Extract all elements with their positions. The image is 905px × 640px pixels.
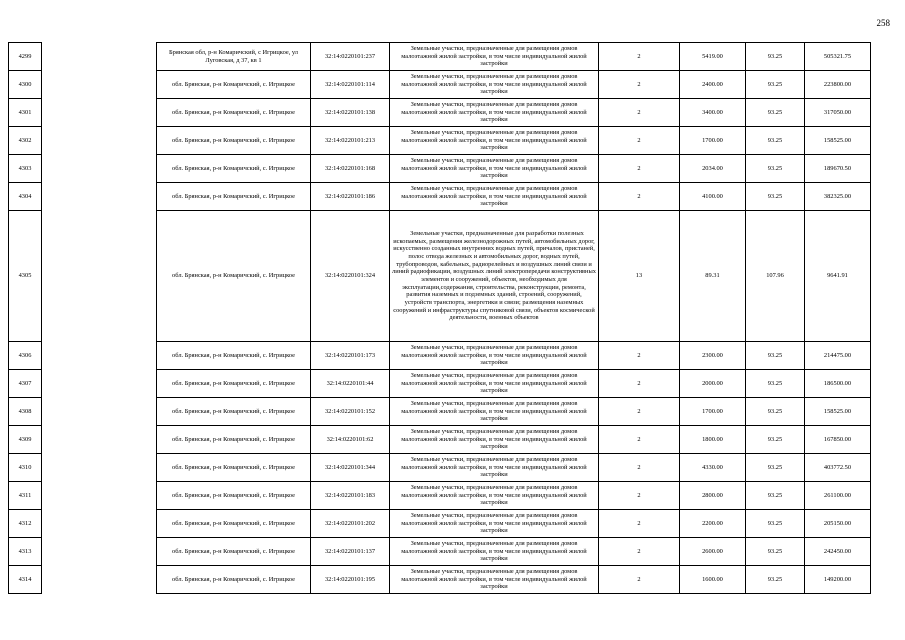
cadastral-number-cell: 32:14:0220101:173 — [311, 342, 390, 370]
land-use-cell: Земельные участки, предназначенные для размещения домов малоэтажной жилой застройки, в том числе индивидуальной жилой застройки — [390, 99, 599, 127]
area-cell: 4330.00 — [680, 454, 746, 482]
address-cell: обл. Брянская, р-н Комаричский, с. Игрицкое — [157, 510, 311, 538]
cadastral-number-cell: 32:14:0220101:183 — [311, 482, 390, 510]
address-cell: обл. Брянская, р-н Комаричский, с. Игрицкое — [157, 183, 311, 211]
address-cell: Брянская обл, р-н Комаричский, с Игрицкое, ул Луговская, д 37, кв 1 — [157, 43, 311, 71]
cadastral-number-cell: 32:14:0220101:186 — [311, 183, 390, 211]
area-cell: 2000.00 — [680, 370, 746, 398]
address-cell: обл. Брянская, р-н Комаричский, с. Игрицкое — [157, 342, 311, 370]
use-code-cell: 2 — [599, 538, 680, 566]
land-use-cell: Земельные участки, предназначенные для размещения домов малоэтажной жилой застройки, в том числе индивидуальной жилой застройки — [390, 71, 599, 99]
table-row — [9, 155, 871, 183]
cadastral-value-cell: 9641.91 — [805, 211, 871, 342]
cadastral-number-cell: 32:14:0220101:237 — [311, 43, 390, 71]
record-number-cell: 4314 — [9, 566, 42, 594]
land-use-cell: Земельные участки, предназначенные для размещения домов малоэтажной жилой застройки, в том числе индивидуальной жилой застройки — [390, 510, 599, 538]
cadastral-value-cell: 186500.00 — [805, 370, 871, 398]
cadastral-value-cell: 189670.50 — [805, 155, 871, 183]
area-cell: 1700.00 — [680, 127, 746, 155]
record-number-cell: 4302 — [9, 127, 42, 155]
area-cell: 1800.00 — [680, 426, 746, 454]
cadastral-number-cell: 32:14:0220101:62 — [311, 426, 390, 454]
use-code-cell: 2 — [599, 71, 680, 99]
table-row — [9, 426, 871, 454]
spacer-cell — [42, 538, 157, 566]
address-cell: обл. Брянская, р-н Комаричский, с. Игрицкое — [157, 99, 311, 127]
spacer-cell — [42, 426, 157, 454]
cadastral-number-cell: 32:14:0220101:152 — [311, 398, 390, 426]
area-cell: 2034.00 — [680, 155, 746, 183]
use-code-cell: 2 — [599, 454, 680, 482]
area-cell: 1700.00 — [680, 398, 746, 426]
record-number-cell: 4304 — [9, 183, 42, 211]
use-code-cell: 2 — [599, 426, 680, 454]
cadastral-value-cell: 149200.00 — [805, 566, 871, 594]
land-use-cell: Земельные участки, предназначенные для размещения домов малоэтажной жилой застройки, в том числе индивидуальной жилой застройки — [390, 183, 599, 211]
record-number-cell: 4305 — [9, 211, 42, 342]
specific-value-cell: 93.25 — [746, 71, 805, 99]
spacer-cell — [42, 370, 157, 398]
use-code-cell: 2 — [599, 43, 680, 71]
spacer-cell — [42, 71, 157, 99]
table-row — [9, 398, 871, 426]
use-code-cell: 2 — [599, 127, 680, 155]
spacer-cell — [42, 127, 157, 155]
table-row — [9, 510, 871, 538]
land-use-cell: Земельные участки, предназначенные для размещения домов малоэтажной жилой застройки, в том числе индивидуальной жилой застройки — [390, 538, 599, 566]
record-number-cell: 4301 — [9, 99, 42, 127]
specific-value-cell: 93.25 — [746, 454, 805, 482]
land-use-cell: Земельные участки, предназначенные для размещения домов малоэтажной жилой застройки, в том числе индивидуальной жилой застройки — [390, 426, 599, 454]
record-number-cell: 4311 — [9, 482, 42, 510]
cadastral-value-cell: 505321.75 — [805, 43, 871, 71]
page-number: 258 — [876, 18, 890, 28]
address-cell: обл. Брянская, р-н Комаричский, с. Игрицкое — [157, 398, 311, 426]
land-use-cell: Земельные участки, предназначенные для размещения домов малоэтажной жилой застройки, в том числе индивидуальной жилой застройки — [390, 398, 599, 426]
area-cell: 89.31 — [680, 211, 746, 342]
specific-value-cell: 93.25 — [746, 398, 805, 426]
table-row — [9, 482, 871, 510]
address-cell: обл. Брянская, р-н Комаричский, с. Игрицкое — [157, 454, 311, 482]
cadastral-value-cell: 167850.00 — [805, 426, 871, 454]
area-cell: 4100.00 — [680, 183, 746, 211]
spacer-cell — [42, 398, 157, 426]
cadastral-number-cell: 32:14:0220101:324 — [311, 211, 390, 342]
land-use-cell: Земельные участки, предназначенные для размещения домов малоэтажной жилой застройки, в том числе индивидуальной жилой застройки — [390, 342, 599, 370]
cadastral-value-cell: 261100.00 — [805, 482, 871, 510]
spacer-cell — [42, 211, 157, 342]
land-use-cell: Земельные участки, предназначенные для разработки полезных ископаемых, размещения железнодорожных путей, автомобильных дорог, искусственно созданных внутренних водных путей, причалов, пристаней, полос отвода железных и автомобильных дорог, водных путей, трубопроводов, кабельных, радиорелейных и воздушных линий связи и линий радиофикации, воздушных линий электропередачи конструктивных элементов и сооружений, объектов, необходимых для эксплуатации,содержания, строительства, реконструкции, ремонта, развития наземных и подземных зданий, строений, сооружений, устройств транспорта, энергетики и связи; размещения наземных сооружений и инфраструктуры спутниковой связи, объектов космической деятельности, военных объектов — [390, 211, 599, 342]
table-body — [9, 43, 871, 594]
specific-value-cell: 93.25 — [746, 566, 805, 594]
area-cell: 2800.00 — [680, 482, 746, 510]
specific-value-cell: 93.25 — [746, 538, 805, 566]
land-use-cell: Земельные участки, предназначенные для размещения домов малоэтажной жилой застройки, в том числе индивидуальной жилой застройки — [390, 482, 599, 510]
specific-value-cell: 93.25 — [746, 370, 805, 398]
area-cell: 2300.00 — [680, 342, 746, 370]
use-code-cell: 2 — [599, 370, 680, 398]
table-row — [9, 454, 871, 482]
spacer-cell — [42, 510, 157, 538]
cadastral-number-cell: 32:14:0220101:138 — [311, 99, 390, 127]
spacer-cell — [42, 183, 157, 211]
land-use-cell: Земельные участки, предназначенные для размещения домов малоэтажной жилой застройки, в том числе индивидуальной жилой застройки — [390, 155, 599, 183]
area-cell: 2600.00 — [680, 538, 746, 566]
cadastral-number-cell: 32:14:0220101:195 — [311, 566, 390, 594]
area-cell: 2400.00 — [680, 71, 746, 99]
cadastral-value-cell: 317050.00 — [805, 99, 871, 127]
cadastral-value-cell: 158525.00 — [805, 127, 871, 155]
specific-value-cell: 93.25 — [746, 155, 805, 183]
spacer-cell — [42, 342, 157, 370]
cadastral-number-cell: 32:14:0220101:114 — [311, 71, 390, 99]
cadastral-number-cell: 32:14:0220101:202 — [311, 510, 390, 538]
table-row — [9, 127, 871, 155]
record-number-cell: 4307 — [9, 370, 42, 398]
spacer-cell — [42, 482, 157, 510]
use-code-cell: 2 — [599, 566, 680, 594]
record-number-cell: 4303 — [9, 155, 42, 183]
table-row — [9, 370, 871, 398]
use-code-cell: 2 — [599, 155, 680, 183]
cadastral-value-cell: 382325.00 — [805, 183, 871, 211]
land-use-cell: Земельные участки, предназначенные для размещения домов малоэтажной жилой застройки, в том числе индивидуальной жилой застройки — [390, 127, 599, 155]
land-use-cell: Земельные участки, предназначенные для размещения домов малоэтажной жилой застройки, в том числе индивидуальной жилой застройки — [390, 566, 599, 594]
cadastral-value-cell: 205150.00 — [805, 510, 871, 538]
specific-value-cell: 93.25 — [746, 43, 805, 71]
record-number-cell: 4306 — [9, 342, 42, 370]
address-cell: обл. Брянская, р-н Комаричский, с. Игрицкое — [157, 566, 311, 594]
cadastral-number-cell: 32:14:0220101:44 — [311, 370, 390, 398]
address-cell: обл. Брянская, р-н Комаричский, с. Игрицкое — [157, 127, 311, 155]
cadastral-number-cell: 32:14:0220101:137 — [311, 538, 390, 566]
address-cell: обл. Брянская, р-н Комаричский, с. Игрицкое — [157, 370, 311, 398]
specific-value-cell: 93.25 — [746, 342, 805, 370]
use-code-cell: 13 — [599, 211, 680, 342]
specific-value-cell: 93.25 — [746, 426, 805, 454]
specific-value-cell: 93.25 — [746, 183, 805, 211]
specific-value-cell: 93.25 — [746, 482, 805, 510]
specific-value-cell: 93.25 — [746, 510, 805, 538]
table-row — [9, 99, 871, 127]
cadastral-value-cell: 403772.50 — [805, 454, 871, 482]
use-code-cell: 2 — [599, 183, 680, 211]
record-number-cell: 4309 — [9, 426, 42, 454]
record-number-cell: 4310 — [9, 454, 42, 482]
record-number-cell: 4300 — [9, 71, 42, 99]
specific-value-cell: 107.96 — [746, 211, 805, 342]
cadastral-number-cell: 32:14:0220101:168 — [311, 155, 390, 183]
address-cell: обл. Брянская, р-н Комаричский, с. Игрицкое — [157, 538, 311, 566]
cadastral-value-cell: 158525.00 — [805, 398, 871, 426]
cadastral-value-table — [8, 42, 871, 594]
table-row — [9, 566, 871, 594]
table-row — [9, 211, 871, 342]
spacer-cell — [42, 43, 157, 71]
table-row — [9, 342, 871, 370]
spacer-cell — [42, 155, 157, 183]
record-number-cell: 4312 — [9, 510, 42, 538]
cadastral-value-cell: 223800.00 — [805, 71, 871, 99]
address-cell: обл. Брянская, р-н Комаричский, с. Игрицкое — [157, 71, 311, 99]
use-code-cell: 2 — [599, 482, 680, 510]
spacer-cell — [42, 454, 157, 482]
area-cell: 2200.00 — [680, 510, 746, 538]
use-code-cell: 2 — [599, 99, 680, 127]
land-use-cell: Земельные участки, предназначенные для размещения домов малоэтажной жилой застройки, в том числе индивидуальной жилой застройки — [390, 370, 599, 398]
land-use-cell: Земельные участки, предназначенные для размещения домов малоэтажной жилой застройки, в том числе индивидуальной жилой застройки — [390, 43, 599, 71]
cadastral-value-cell: 242450.00 — [805, 538, 871, 566]
table-row — [9, 71, 871, 99]
spacer-cell — [42, 99, 157, 127]
record-number-cell: 4313 — [9, 538, 42, 566]
area-cell: 3400.00 — [680, 99, 746, 127]
address-cell: обл. Брянская, р-н Комаричский, с. Игрицкое — [157, 211, 311, 342]
use-code-cell: 2 — [599, 398, 680, 426]
table-row — [9, 183, 871, 211]
area-cell: 1600.00 — [680, 566, 746, 594]
address-cell: обл. Брянская, р-н Комаричский, с. Игрицкое — [157, 482, 311, 510]
record-number-cell: 4308 — [9, 398, 42, 426]
specific-value-cell: 93.25 — [746, 99, 805, 127]
spacer-cell — [42, 566, 157, 594]
cadastral-value-cell: 214475.00 — [805, 342, 871, 370]
address-cell: обл. Брянская, р-н Комаричский, с. Игрицкое — [157, 426, 311, 454]
area-cell: 5419.00 — [680, 43, 746, 71]
specific-value-cell: 93.25 — [746, 127, 805, 155]
record-number-cell: 4299 — [9, 43, 42, 71]
land-use-cell: Земельные участки, предназначенные для размещения домов малоэтажной жилой застройки, в том числе индивидуальной жилой застройки — [390, 454, 599, 482]
cadastral-number-cell: 32:14:0220101:344 — [311, 454, 390, 482]
table-row — [9, 43, 871, 71]
cadastral-number-cell: 32:14:0220101:213 — [311, 127, 390, 155]
address-cell: обл. Брянская, р-н Комаричский, с. Игрицкое — [157, 155, 311, 183]
use-code-cell: 2 — [599, 342, 680, 370]
table-row — [9, 538, 871, 566]
use-code-cell: 2 — [599, 510, 680, 538]
